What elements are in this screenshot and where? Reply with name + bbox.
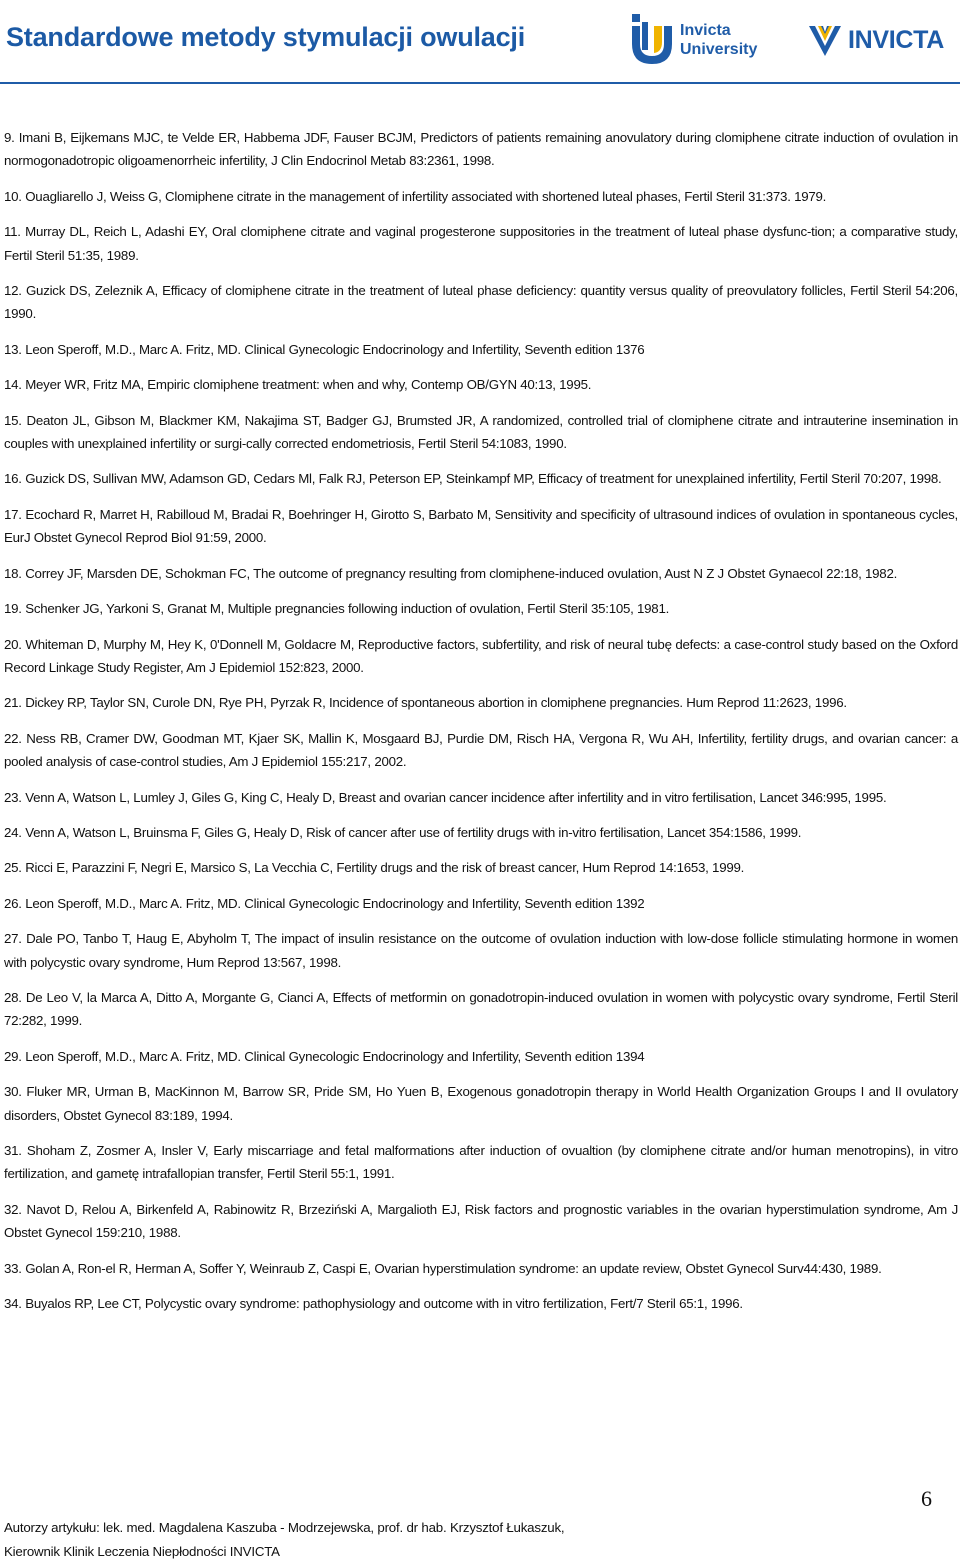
reference-item: [4, 597, 958, 620]
reference-text: Ness RB, Cramer DW, Goodman MT, Kjaer SK, Mallin K, Mosgaard BJ, Purdie DM, Risch HA, Vergona R, Wu AH, Infertility, fertility drugs, and ovarian cancer: a pooled analysis of case-control studies, Am J Epidemiol 155:217, 2002.: [4, 730, 958, 770]
page-header: [0, 0, 960, 92]
reference-number: 32.: [4, 1201, 22, 1217]
footer-affiliation: Kierownik Klinik Leczenia Niepłodności INVICTA: [4, 1544, 280, 1559]
reference-text: Deaton JL, Gibson M, Blackmer KM, Nakajima ST, Badger GJ, Brumsted JR, A randomized, controlled trial of clomiphene citrate and intrauterine insemination in couples with unexplained infertility or surgi-cally corrected endometriosis, Fertil Steril 54:1083, 1990.: [4, 412, 958, 452]
reference-number: 19.: [4, 601, 22, 617]
reference-text: Leon Speroff, M.D., Marc A. Fritz, MD. Clinical Gynecologic Endocrinology and Infertility, Seventh edition 1392: [25, 895, 645, 911]
reference-item: [4, 1139, 958, 1186]
reference-number: 15.: [4, 412, 22, 428]
reference-number: 28.: [4, 989, 22, 1005]
reference-text: Imani B, Eijkemans MJC, te Velde ER, Habbema JDF, Fauser BCJM, Predictors of patients remaining anovulatory during clomiphene citrate induction of ovulation in normogonadotropic oligoamenorrheic infertility, J Clin Endocrinol Metab 83:2361, 1998.: [4, 130, 958, 169]
reference-item: [4, 373, 958, 396]
reference-text: Shoham Z, Zosmer A, Insler V, Early miscarriage and fetal malformations after induction of ovualtion (by clomiphene citrate and/or human menotropins), in vitro fertilization, and gametę intrafallopian transfer, Fertil Steril 55:1, 1991.: [4, 1143, 958, 1182]
reference-item: [4, 338, 958, 361]
reference-item: [4, 467, 958, 490]
reference-item: [4, 856, 958, 879]
invicta-logo-text: INVICTA: [848, 26, 945, 54]
university-logo-text: [680, 21, 757, 59]
reference-item: [4, 126, 958, 173]
reference-text: Ricci E, Parazzini F, Negri E, Marsico S, La Vecchia C, Fertility drugs and the risk of breast cancer, Hum Reprod 14:1653, 1999.: [25, 860, 745, 876]
reference-number: 22.: [4, 730, 22, 746]
reference-item: [4, 185, 958, 208]
reference-item: [4, 986, 958, 1033]
reference-list: [4, 126, 958, 1327]
reference-text: Guzick DS, Zeleznik A, Efficacy of clomiphene citrate in the treatment of luteal phase deficiency: quantity versus quality of preovulatory follicles, Fertil Steril 54:206, 1990.: [4, 283, 958, 322]
reference-number: 26.: [4, 895, 22, 911]
reference-text: Schenker JG, Yarkoni S, Granat M, Multiple pregnancies following induction of ovulation, Fertil Steril 35:105, 1981.: [25, 601, 670, 617]
reference-item: [4, 633, 958, 680]
reference-text: Guzick DS, Sullivan MW, Adamson GD, Cedars Ml, Falk RJ, Peterson EP, Steinkampf MP, Efficacy of treatment for unexplained infertility, Fertil Steril 70:207, 1998.: [25, 471, 942, 487]
reference-number: 24.: [4, 824, 22, 840]
reference-number: 29.: [4, 1048, 22, 1064]
reference-text: Ouagliarello J, Weiss G, Clomiphene citrate in the management of infertility associated with shortened luteal phases, Fertil Steril 31:373. 1979.: [25, 188, 827, 204]
reference-number: 18.: [4, 565, 22, 581]
reference-text: Murray DL, Reich L, Adashi EY, Oral clomiphene citrate and vaginal progesterone suppositories in the treatment of luteal phase dysfunc-tion; a comparative study, Fertil Steril 51:35, 1989.: [4, 224, 958, 263]
reference-item: [4, 821, 958, 844]
reference-text: Buyalos RP, Lee CT, Polycystic ovary syndrome: pathophysiology and outcome with in vitro fertilization, Fert/7 Steril 65:1, 1996.: [25, 1296, 743, 1312]
reference-text: Venn A, Watson L, Lumley J, Giles G, King C, Healy D, Breast and ovarian cancer incidence after infertility and in vitro fertilisation, Lancet 346:995, 1995.: [25, 789, 887, 805]
university-logo-line1: Invicta: [680, 22, 731, 39]
reference-number: 23.: [4, 789, 22, 805]
reference-text: Venn A, Watson L, Bruinsma F, Giles G, Healy D, Risk of cancer after use of fertility drugs with in-vitro fertilisation, Lancet 354:1586, 1999.: [25, 824, 802, 840]
reference-number: 33.: [4, 1260, 22, 1276]
reference-number: 17.: [4, 506, 22, 522]
reference-item: [4, 927, 958, 974]
reference-text: Fluker MR, Urman B, MacKinnon M, Barrow SR, Pride SM, Ho Yuen B, Exogenous gonadotropin therapy in World Health Organization Groups I and II ovulatory disorders, Obstet Gynecol 83:189, 1994.: [4, 1084, 958, 1123]
invicta-logo: [807, 18, 957, 68]
reference-item: [4, 1045, 958, 1068]
reference-text: Leon Speroff, M.D., Marc A. Fritz, MD. Clinical Gynecologic Endocrinology and Infertility, Seventh edition 1394: [25, 1048, 645, 1064]
reference-number: 11.: [4, 224, 21, 240]
reference-item: [4, 503, 958, 550]
university-logo-line2: University: [680, 41, 758, 58]
reference-text: Golan A, Ron-el R, Herman A, Soffer Y, Weinraub Z, Caspi E, Ovarian hyperstimulation syndrome: an update review, Obstet Gynecol Surv44:430, 1989.: [25, 1260, 882, 1276]
reference-item: [4, 1080, 958, 1127]
invicta-university-logo: [630, 8, 780, 70]
reference-number: 30.: [4, 1084, 22, 1100]
invicta-emblem-icon: [807, 22, 843, 58]
reference-text: Navot D, Relou A, Birkenfeld A, Rabinowitz R, Brzeziński A, Margalioth EJ, Risk factors and prognostic variables in the ovarian hyperstimulation syndrome, Am J Obstet Gynecol 159:210, 1988.: [4, 1201, 959, 1241]
reference-number: 13.: [4, 341, 22, 357]
reference-item: [4, 220, 958, 267]
reference-number: 34.: [4, 1296, 22, 1312]
reference-text: Dale PO, Tanbo T, Haug E, Abyholm T, The impact of insulin resistance on the outcome of ovulation induction with low-dose follicle stimulating hormone in women with polycystic ovary syndrome, Hum Reprod 13:567, 1998.: [4, 931, 958, 970]
reference-item: [4, 562, 958, 585]
reference-text: Ecochard R, Marret H, Rabilloud M, Bradai R, Boehringer H, Girotto S, Barbato M, Sensitivity and specificity of ultrasound indices of ovulation in spontaneous cycles, EurJ Obstet Gynecol Reprod Biol 91:59, 2000.: [4, 506, 958, 546]
page-title: Standardowe metody stymulacji owulacji: [6, 22, 526, 52]
reference-item: [4, 786, 958, 809]
reference-text: Leon Speroff, M.D., Marc A. Fritz, MD. Clinical Gynecologic Endocrinology and Infertility, Seventh edition 1376: [25, 341, 645, 357]
header-divider: [0, 82, 960, 84]
reference-item: [4, 409, 958, 456]
reference-item: [4, 892, 958, 915]
university-emblem-icon: [630, 12, 676, 66]
reference-number: 20.: [4, 636, 22, 652]
reference-item: [4, 1257, 958, 1280]
reference-item: [4, 279, 958, 326]
reference-text: Correy JF, Marsden DE, Schokman FC, The outcome of pregnancy resulting from clomiphene-induced ovulation, Aust N Z J Obstet Gynaecol 22:18, 1982.: [25, 565, 898, 581]
reference-item: [4, 1292, 958, 1315]
reference-number: 14.: [4, 377, 22, 393]
reference-text: De Leo V, la Marca A, Ditto A, Morgante G, Cianci A, Effects of metformin on gonadotropin-induced ovulation in women with polycystic ovary syndrome, Fertil Steril 72:282, 1999.: [4, 989, 958, 1029]
reference-number: 16.: [4, 471, 22, 487]
reference-number: 9.: [4, 130, 15, 145]
reference-number: 31.: [4, 1143, 22, 1158]
reference-number: 25.: [4, 860, 22, 876]
reference-item: [4, 691, 958, 714]
reference-number: 10.: [4, 188, 22, 204]
reference-number: 21.: [4, 695, 22, 711]
page-number: 6: [921, 1486, 932, 1511]
reference-text: Dickey RP, Taylor SN, Curole DN, Rye PH, Pyrzak R, Incidence of spontaneous abortion in clomiphene pregnancies. Hum Reprod 11:2623, 1996.: [25, 695, 847, 711]
reference-number: 12.: [4, 283, 22, 299]
footer-authors: Autorzy artykułu: lek. med. Magdalena Kaszuba - Modrzejewska, prof. dr hab. Krzysztof Łukaszuk,: [4, 1520, 565, 1535]
page-footer: [4, 1516, 564, 1564]
reference-item: [4, 727, 958, 774]
reference-text: Meyer WR, Fritz MA, Empiric clomiphene treatment: when and why, Contemp OB/GYN 40:13, 1995.: [25, 377, 592, 393]
reference-number: 27.: [4, 931, 22, 947]
reference-text: Whiteman D, Murphy M, Hey K, 0'Donnell M, Goldacre M, Reproductive factors, subfertility, and risk of neural tubę defects: a case-control study based on the Oxford Record Linkage Study Register, Am J Epidemiol 152:823, 2000.: [4, 636, 958, 675]
reference-item: [4, 1198, 958, 1245]
